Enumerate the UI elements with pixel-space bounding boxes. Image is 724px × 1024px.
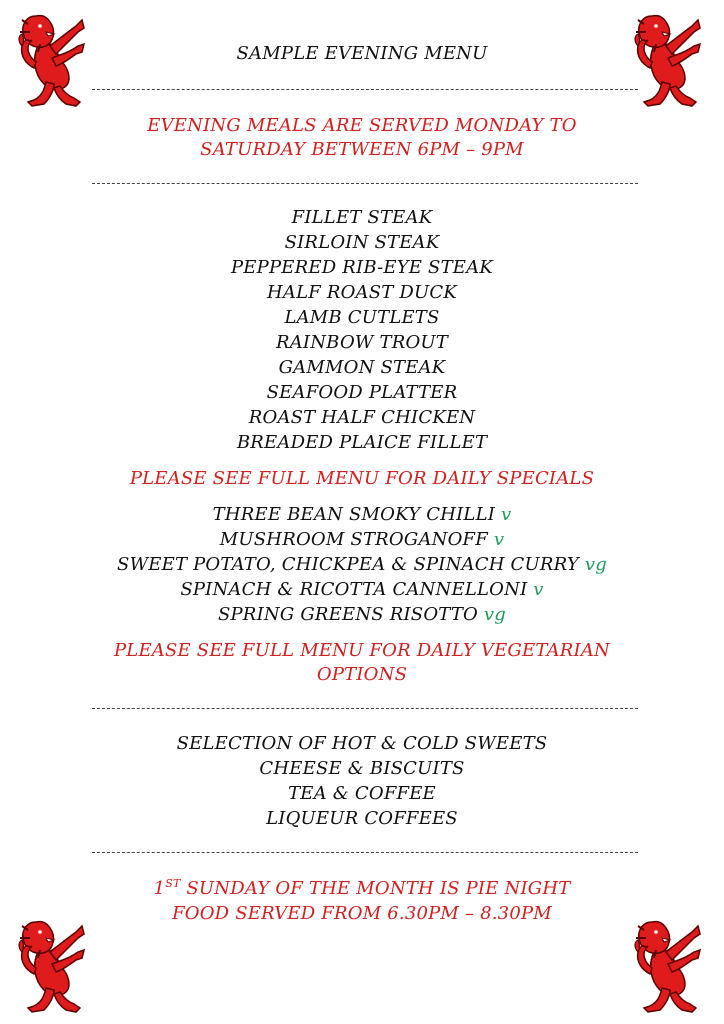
vegetarian-notice-line-1: PLEASE SEE FULL MENU FOR DAILY VEGETARIAN xyxy=(114,640,610,661)
main-item: PEPPERED RIB-EYE STEAK xyxy=(231,257,493,278)
vegetarian-item-name: SPRING GREENS RISOTTO xyxy=(217,604,478,625)
vegetarian-tag: v xyxy=(500,504,512,525)
rampant-lion-icon xyxy=(8,912,92,1016)
main-item: LAMB CUTLETS xyxy=(284,307,440,328)
vegetarian-notice-line-2: OPTIONS xyxy=(316,664,408,685)
divider xyxy=(92,89,638,90)
main-item: RAINBOW TROUT xyxy=(275,332,449,353)
main-item: HALF ROAST DUCK xyxy=(266,282,458,303)
main-item: ROAST HALF CHICKEN xyxy=(248,407,476,428)
dessert-item: SELECTION OF HOT & COLD SWEETS xyxy=(176,733,548,754)
vegetarian-item xyxy=(0,603,724,627)
dessert-item: LIQUEUR COFFEES xyxy=(266,808,458,829)
vegetarian-item xyxy=(0,553,724,577)
menu-title: SAMPLE EVENING MENU xyxy=(236,43,488,64)
vegetarian-item xyxy=(0,503,724,527)
main-item: GAMMON STEAK xyxy=(278,357,446,378)
vegetarian-item-name: SPINACH & RICOTTA CANNELLONI xyxy=(180,579,528,600)
main-item: FILLET STEAK xyxy=(291,207,433,228)
main-item: SIRLOIN STEAK xyxy=(284,232,440,253)
vegetarian-item xyxy=(0,528,724,552)
pie-night-text: SUNDAY OF THE MONTH IS PIE NIGHT xyxy=(180,878,571,899)
divider xyxy=(92,852,638,853)
divider xyxy=(92,183,638,184)
vegetarian-item xyxy=(0,578,724,602)
vegetarian-tag: vg xyxy=(483,604,507,625)
service-notice-line-1: EVENING MEALS ARE SERVED MONDAY TO xyxy=(147,115,577,136)
divider xyxy=(92,708,638,709)
pie-night-line-2: FOOD SERVED FROM 6.30PM – 8.30PM xyxy=(172,903,552,924)
specials-notice: PLEASE SEE FULL MENU FOR DAILY SPECIALS xyxy=(129,468,595,489)
vegetarian-tag: v xyxy=(493,529,505,550)
vegetarian-tag: v xyxy=(533,579,544,600)
pie-night-line-1 xyxy=(0,877,724,901)
main-item: SEAFOOD PLATTER xyxy=(266,382,458,403)
dessert-item: CHEESE & BISCUITS xyxy=(259,758,465,779)
rampant-lion-icon xyxy=(624,912,708,1016)
dessert-item: TEA & COFFEE xyxy=(288,783,436,804)
service-notice-line-2: SATURDAY BETWEEN 6PM – 9PM xyxy=(200,139,524,160)
vegetarian-item-name: THREE BEAN SMOKY CHILLI xyxy=(212,504,496,525)
ordinal-number: 1 xyxy=(153,878,166,899)
vegetarian-tag: vg xyxy=(584,554,607,575)
vegetarian-item-name: MUSHROOM STROGANOFF xyxy=(219,529,488,550)
ordinal-suffix: ST xyxy=(165,877,181,890)
vegetarian-item-name: SWEET POTATO, CHICKPEA & SPINACH CURRY xyxy=(117,554,579,575)
main-item: BREADED PLAICE FILLET xyxy=(236,432,488,453)
